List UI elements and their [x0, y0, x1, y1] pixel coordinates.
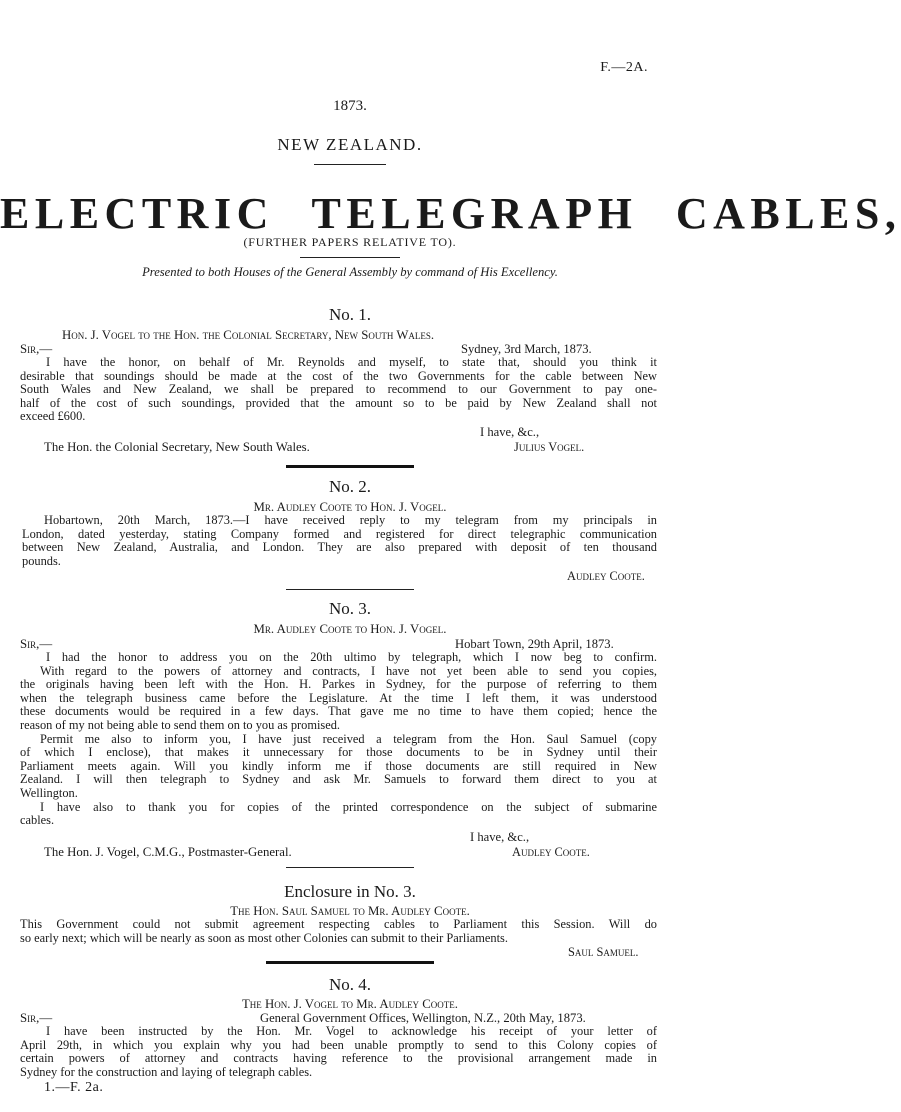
year: 1873.: [333, 98, 367, 114]
divider: [300, 257, 400, 258]
text-line: April 29th, in which you explain why you had been unable promptly to send to this Colony copies of: [20, 1037, 657, 1052]
document-subtitle: (FURTHER PAPERS RELATIVE TO).: [243, 235, 457, 249]
text-line: so early next; which will be nearly as soon as most other Colonies can submit to their Parliaments.: [20, 930, 508, 945]
text-line: of which I enclose), that makes it unnecessary for those documents to be in Sydney until their: [20, 745, 657, 760]
text-line: desirable that soundings should be made at the cost of the two Governments for the cable between New: [20, 368, 657, 383]
place-date: Sydney, 3rd March, 1873.: [461, 342, 592, 356]
letter-from-to: Mr. Audley Coote to Hon. J. Vogel.: [253, 622, 447, 636]
signature: Saul Samuel.: [568, 945, 639, 959]
text-line: Parliament meets again. Will you kindly inform me if those documents are still required in New: [20, 758, 657, 773]
divider: [266, 961, 434, 964]
signature: Julius Vogel.: [514, 440, 585, 454]
letter-heading: No. 1.: [328, 305, 372, 324]
letter-body: [20, 1025, 657, 1079]
letter-body: [22, 514, 657, 568]
text-line: Permit me also to inform you, I have just received a telegram from the Hon. Saul Samuel (copy: [40, 731, 657, 746]
text-line: half of the cost of such soundings, provided that the amount so to be paid by New Zealand shall not: [20, 395, 657, 410]
letter-heading: No. 4.: [328, 975, 372, 994]
divider: [286, 867, 414, 868]
text-line: I have also to thank you for copies of the printed correspondence on the subject of submarine: [40, 799, 657, 814]
text-line: these documents would be required in a few days. That gave me no time to have them copied; hence the: [20, 704, 657, 719]
place-date: General Government Offices, Wellington, N.Z., 20th May, 1873.: [260, 1011, 586, 1025]
letter-heading: No. 2.: [328, 477, 372, 496]
text-line: Sydney for the construction and laying of telegraph cables.: [20, 1064, 313, 1079]
divider: [286, 589, 414, 590]
salutation: Sir,—: [20, 342, 53, 356]
signature: Audley Coote.: [567, 569, 645, 583]
letter-from-to: Mr. Audley Coote to Hon. J. Vogel.: [253, 500, 447, 514]
salutation: Sir,—: [20, 1011, 53, 1025]
letter-heading: No. 3.: [328, 599, 372, 618]
closing: I have, &c.,: [470, 830, 530, 844]
text-line: when the telegraph business came before the Legislature. At the time I left them, it was understood: [20, 690, 657, 705]
text-line: cables.: [20, 813, 55, 828]
text-line: London, dated yesterday, stating Company formed and registered for direct telegraphic communication: [22, 526, 657, 541]
addressee: The Hon. J. Vogel, C.M.G., Postmaster-General.: [44, 845, 292, 859]
divider: [286, 465, 414, 468]
letter-body: [20, 651, 657, 828]
text-line: Zealand. I will then telegraph to Sydney and ask Mr. Samuels to forward them direct to you at: [20, 772, 657, 787]
text-line: reason of my not being able to send them on to you as promised.: [20, 717, 341, 732]
closing: I have, &c.,: [480, 425, 540, 439]
presentation-note: Presented to both Houses of the General Assembly by command of His Excellency.: [142, 265, 558, 279]
text-line: I have been instructed by the Hon. Mr. Vogel to acknowledge his receipt of your letter of: [46, 1024, 657, 1038]
letter-body: [20, 356, 657, 424]
text-line: With regard to the powers of attorney and contracts, I have not yet been able to send you copies,: [40, 663, 657, 678]
addressee: The Hon. the Colonial Secretary, New South Wales.: [44, 440, 310, 454]
letter-from-to: The Hon. J. Vogel to Mr. Audley Coote.: [241, 997, 458, 1011]
signature: Audley Coote.: [512, 845, 590, 859]
text-line: between New Zealand, Australia, and London. They are also prepared with deposit of ten thousand: [22, 540, 657, 555]
text-line: I have the honor, on behalf of Mr. Reynolds and myself, to state that, should you think it: [46, 355, 657, 369]
text-line: certain powers of attorney and contracts having reference to the provisional arrangement made in: [20, 1051, 657, 1066]
letter-body: [20, 918, 657, 945]
text-line: Wellington.: [20, 785, 78, 800]
letter-from-to: Hon. J. Vogel to the Hon. the Colonial Secretary, New South Wales.: [62, 328, 435, 342]
text-line: exceed £600.: [20, 409, 86, 424]
enclosure-heading: Enclosure in No. 3.: [284, 882, 416, 901]
text-line: I had the honor to address you on the 20th ultimo by telegraph, which I now beg to confirm.: [46, 650, 657, 664]
text-line: Hobartown, 20th March, 1873.—I have received reply to my telegram from my principals in: [44, 513, 657, 527]
divider: [314, 164, 386, 165]
document-title: ELECTRIC TELEGRAPH CABLES,: [0, 189, 901, 238]
document-code: F.—2A.: [600, 60, 648, 75]
printer-signature: 1.—F. 2a.: [44, 1080, 104, 1095]
text-line: This Government could not submit agreement respecting cables to Parliament this Session. Will do: [20, 917, 657, 931]
place-date: Hobart Town, 29th April, 1873.: [455, 637, 614, 651]
text-line: the originals having been left with the Hon. H. Parkes in Sydney, for the purpose of referring to them: [20, 677, 657, 692]
text-line: pounds.: [22, 553, 61, 568]
salutation: Sir,—: [20, 637, 53, 651]
text-line: South Wales and New Zealand, we shall be prepared to recommend to our Government to pay one-: [20, 382, 657, 397]
colony-name: NEW ZEALAND.: [277, 135, 423, 154]
letter-from-to: The Hon. Saul Samuel to Mr. Audley Coote.: [230, 904, 470, 918]
